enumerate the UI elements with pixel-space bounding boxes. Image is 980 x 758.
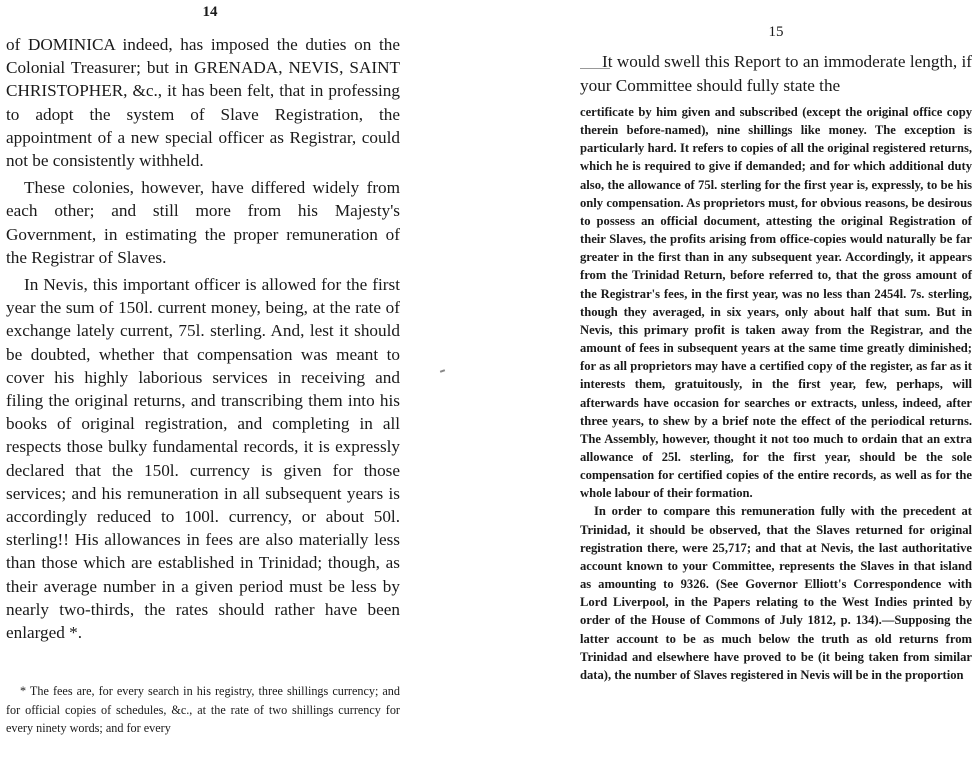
stray-mark [440,369,445,373]
right-page [560,0,980,758]
paragraph-3: In Nevis, this important officer is allowed for the first year the sum of 150l. current money, being, at the rate of exchange lately current, 75l. sterling. And, lest it should be doubted, whether that compensation was meant to cover his highly laborious services in receiving and filing the original returns, and transcribing them into his books of original registration, and completing in all respects those bulky fundamental records, it is expressly declared that the 150l. currency is given for those services; and his remuneration in all subsequent years is accordingly reduced to 100l. currency, or about 50l. sterling!! His allowances in fees are also materially less than those which are established in Trinidad; though, as their average number in a given period must be less by nearly two-thirds, the rates should rather have been enlarged *. [6,275,400,643]
note-paragraph-2: In order to compare this remuneration fully with the precedent at Trinidad, it should be observed, that the Slaves returned for original registration there, were 25,717; and that at Nevis, the last authoritative account known to your Committee, represents the Slaves in that island as amounting to 9326. (See Governor Elliott's Correspondence with Lord Liverpool, in the Papers relating to the West Indies printed by order of the House of Commons of July 1812, p. 134).—Supposing the latter account to be as much below the truth as old returns from Trinidad and elsewhere have proved to be (it being taken from similar data), the number of Slaves registered in Nevis will be in the proportion [580,504,972,682]
intro-paragraph: It would swell this Report to an immoderate length, if your Committee should fully state the [580,52,972,95]
left-footnote [6,682,400,738]
page-number-left: 14 [202,4,218,20]
page-number-right: 15 [768,24,784,40]
left-page [0,0,420,758]
paragraph-2: These colonies, however, have differed widely from each other; and still more from his Majesty's Government, in estimating the proper remuneration of the Registrar of Slaves. [6,178,400,267]
left-body-text [6,33,400,644]
right-intro-text [580,50,972,98]
note-paragraph-1: certificate by him given and subscribed (except the original office copy therein before-named), nine shillings like money. The exception is particularly hard. It refers to copies of all the original registered returns, which he is required to give if demanded; and for which additional duty also, the allowance of 75l. sterling for the first year is, expressly, to be his only compensation. As proprietors must, for obvious reasons, be desirous to possess an official document, attesting the original Registration of their Slaves, the profits arising from office-copies would naturally be far greater in the first than in any subsequent year. Accordingly, it appears from the Trinidad Return, before referred to, that the gross amount of the Registrar's fees, in the first year, was no less than 2454l. 7s. sterling, though they averaged, in six years, only about half that sum. But in Nevis, this primary profit is taken away from the Registrar, and the amount of fees in subsequent years at the same time greatly diminished; for as all proprietors may have a certified copy of the register, as far as it interests them, gratuitously, in the first year, few, perhaps, will afterwards have occasion for searches or extracts, unless, indeed, after three years, to shew by a brief note the effect of the periodical returns. The Assembly, however, thought it not too much to ordain that an extra allowance of 25l. sterling, for the first year, should be the sole compensation for certified copies of the entire records, as well as for the whole labour of their formation. [580,105,972,501]
right-footnote-continuation [580,103,972,684]
paragraph-1: of DOMINICA indeed, has imposed the duties on the Colonial Treasurer; but in GRENADA, NEVIS, SAINT CHRISTOPHER, &c., it has been felt, that in professing to adopt the system of Slave Registration, the appointment of a new special officer as Registrar, could not be consistently withheld. [6,35,400,171]
footnote-text: * The fees are, for every search in his registry, three shillings currency; and for official copies of schedules, &c., at the rate of two shillings currency for every ninety words; and for every [6,684,400,736]
